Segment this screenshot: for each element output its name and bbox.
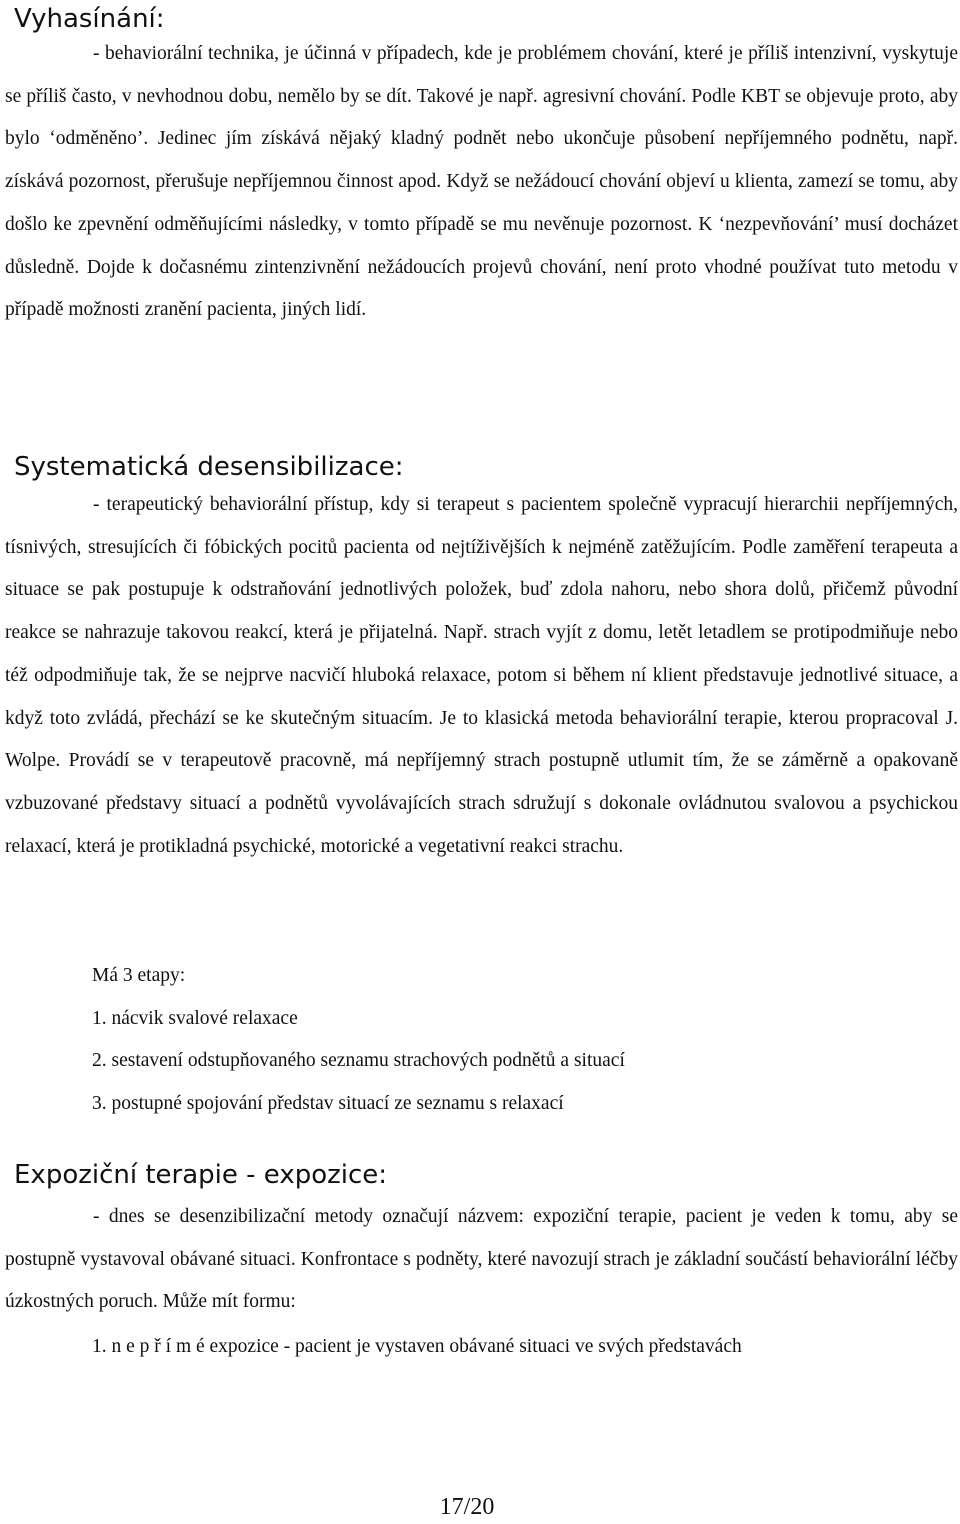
paragraph-vyhasinani bbox=[5, 33, 958, 332]
list-item-stage-2: 2. sestavení odstupňovaného seznamu strachových podnětů a situací bbox=[92, 1050, 625, 1072]
paragraph-desenzibilizace-text: - terapeutický behaviorální přístup, kdy si terapeut s pacientem společně vypracují hierarchii nepříjemných, tísnivých, stresujících či fóbických pocitů pacienta od nejtíživějších k nejméně zatěžujícím. Podle zaměření terapeuta a situace se pak postupuje k odstraňování jednotlivých položek, buď zdola nahoru, nebo shora dolů, přičemž původní reakce se nahrazuje takovou reakcí, která je přijatelná. Např. strach vyjít z domu, letět letadlem se protipodmiňuje nebo též odpodmiňuje tak, že se nejprve nacvičí hluboká relaxace, potom si během ní klient představuje jednotlivé situace, a když toto zvládá, přechází se ke skutečným situacím. Je to klasická metoda behaviorální terapie, kterou propracoval J. Wolpe. Provádí se v terapeutově pracovně, má nepříjemný strach postupně utlumit tím, že se záměrně a opakovaně vzbuzované představy situací a podnětů vyvolávajících strach sdružují s dokonale ovládnutou svalovou a psychickou relaxací, která je protikladná psychické, motorické a vegetativní reakci strachu. bbox=[5, 494, 958, 857]
page-number: 17/20 bbox=[439, 1494, 495, 1520]
paragraph-desenzibilizace bbox=[5, 484, 958, 868]
stages-list bbox=[92, 955, 625, 1126]
section-heading-expozice: Expoziční terapie - expozice: bbox=[14, 1160, 388, 1190]
list-item-stage-3: 3. postupné spojování představ situací ze seznamu s relaxací bbox=[92, 1093, 564, 1115]
forms-list bbox=[92, 1326, 742, 1369]
list-item-stage-1: 1. nácvik svalové relaxace bbox=[92, 1007, 298, 1029]
paragraph-vyhasinani-text: - behaviorální technika, je účinná v případech, kde je problémem chování, které je příliš intenzivní, vyskytuje se příliš často, v nevhodnou dobu, nemělo by se dít. Takové je např. agresivní chování. Podle KBT se objevuje proto, aby bylo ‘odměněno’. Jedinec jím získává nějaký kladný podnět nebo ukončuje působení nepříjemného podnětu, např. získává pozornost, přerušuje nepříjemnou činnost apod. Když se nežádoucí chování objeví u klienta, zamezí se tomu, aby došlo ke zpevnění odměňujícími následky, v tomto případě se mu nevěnuje pozornost. K ‘nezpevňování’ musí docházet důsledně. Dojde k dočasnému zintenzivnění nežádoucích projevů chování, není proto vhodné používat tuto metodu v případě možnosti zranění pacienta, jiných lidí. bbox=[5, 43, 958, 321]
paragraph-expozice bbox=[5, 1196, 958, 1324]
list-item-form-1: 1. n e p ř í m é expozice - pacient je vystaven obávané situaci ve svých představách bbox=[92, 1336, 742, 1357]
stages-intro: Má 3 etapy: bbox=[92, 965, 186, 986]
section-heading-desenzibilizace: Systematická desensibilizace: bbox=[14, 452, 404, 482]
paragraph-expozice-text: - dnes se desenzibilizační metody označují názvem: expoziční terapie, pacient je veden k tomu, aby se postupně vystavoval obávané situaci. Konfrontace s podněty, které navozují strach je základní součástí behaviorální léčby úzkostných poruch. Může mít formu: bbox=[5, 1206, 958, 1313]
section-heading-vyhasinani: Vyhasínání: bbox=[14, 4, 165, 34]
